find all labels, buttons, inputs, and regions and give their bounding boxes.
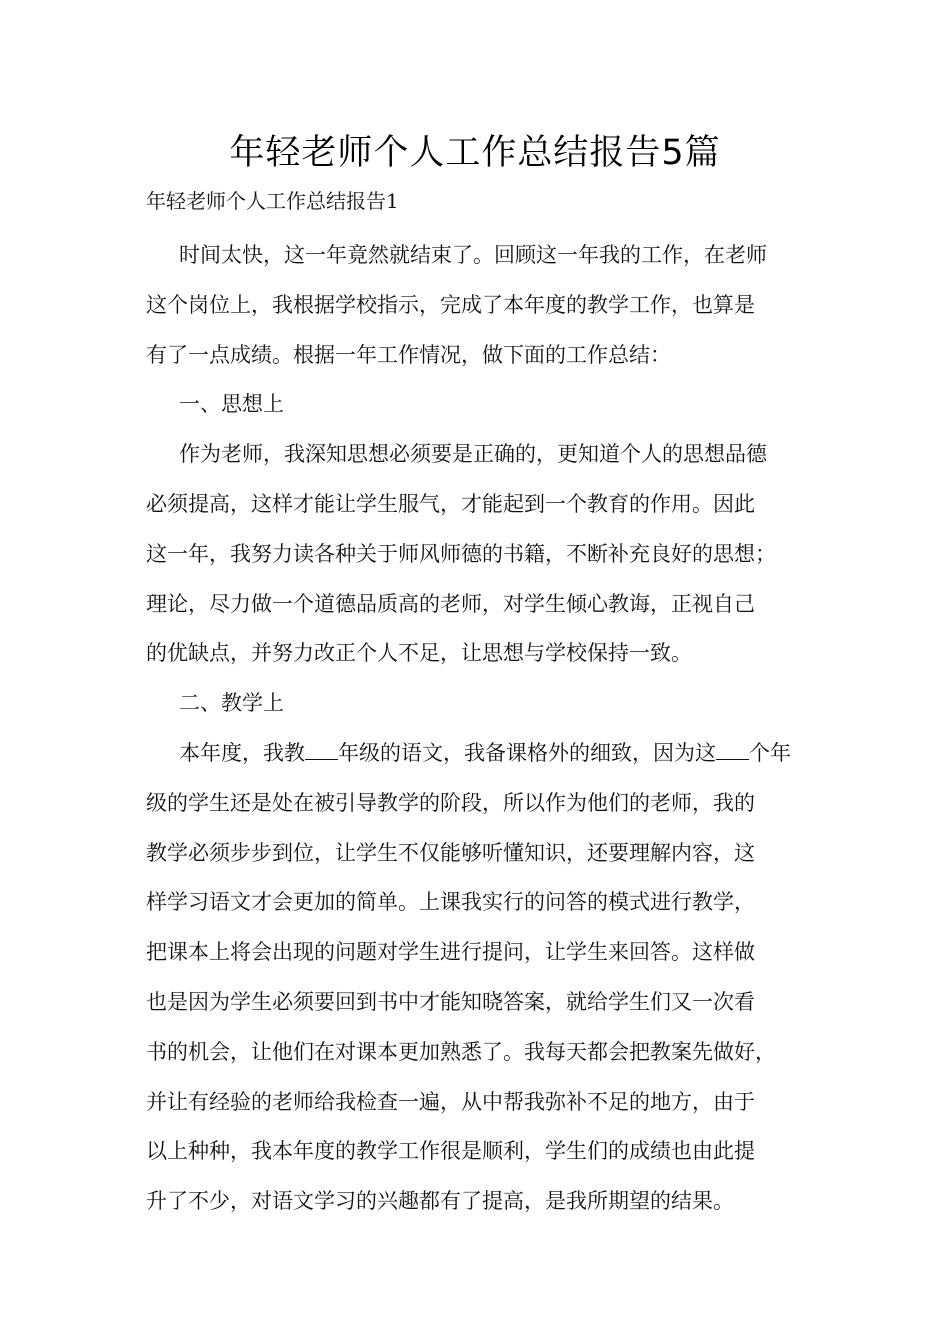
paragraph-line: 必须提高，这样才能让学生服气，才能起到一个教育的作用。因此	[146, 491, 755, 516]
paragraph-line: 的优缺点，并努力改正个人不足，让思想与学校保持一致。	[146, 641, 692, 666]
paragraph-line: 升了不少，对语文学习的兴趣都有了提高，是我所期望的结果。	[146, 1189, 734, 1214]
paragraph-line: 时间太快，这一年竟然就结束了。回顾这一年我的工作，在老师	[179, 243, 767, 267]
text-segment: 个年	[749, 740, 791, 765]
paragraph-line: 教学必须步步到位，让学生不仅能够听懂知识，还要理解内容，这	[146, 840, 755, 865]
fill-in-blank	[305, 739, 338, 760]
paragraph-line: 作为老师，我深知思想必须要是正确的，更知道个人的思想品德	[179, 442, 767, 467]
paragraph-line: 这一年，我努力读各种关于师风师德的书籍，不断补充良好的思想；	[146, 541, 776, 566]
paragraph-line: 这个岗位上，我根据学校指示，完成了本年度的教学工作，也算是	[146, 292, 755, 317]
document-title: 年轻老师个人工作总结报告5篇	[229, 133, 721, 173]
paragraph-line: 书的机会，让他们在对课本更加熟悉了。我每天都会把教案先做好，	[146, 1039, 776, 1064]
section-subtitle: 年轻老师个人工作总结报告1	[146, 189, 399, 213]
fill-in-blank	[716, 739, 749, 760]
paragraph-line: 把课本上将会出现的问题对学生进行提问，让学生来回答。这样做	[146, 940, 755, 965]
paragraph-line: 级的学生还是处在被引导教学的阶段，所以作为他们的老师，我的	[146, 790, 755, 815]
paragraph-line: 以上种种，我本年度的教学工作很是顺利，学生们的成绩也由此提	[146, 1139, 755, 1164]
section-heading: 一、思想上	[179, 392, 284, 417]
text-segment: 年级的语文，我备课格外的细致，因为这	[338, 740, 716, 765]
paragraph-line: 样学习语文才会更加的简单。上课我实行的问答的模式进行教学，	[146, 890, 755, 915]
paragraph-line	[146, 729, 806, 779]
paragraph-line: 并让有经验的老师给我检查一遍，从中帮我弥补不足的地方，由于	[146, 1089, 755, 1114]
section-heading: 二、教学上	[179, 691, 284, 716]
paragraph-line: 有了一点成绩。根据一年工作情况，做下面的工作总结：	[146, 342, 671, 367]
text-segment: 本年度，我教	[179, 740, 305, 765]
paragraph-line: 理论，尽力做一个道德品质高的老师，对学生倾心教诲，正视自己	[146, 591, 755, 616]
paragraph-line: 也是因为学生必须要回到书中才能知晓答案，就给学生们又一次看	[146, 989, 755, 1014]
document-body	[146, 231, 806, 1227]
